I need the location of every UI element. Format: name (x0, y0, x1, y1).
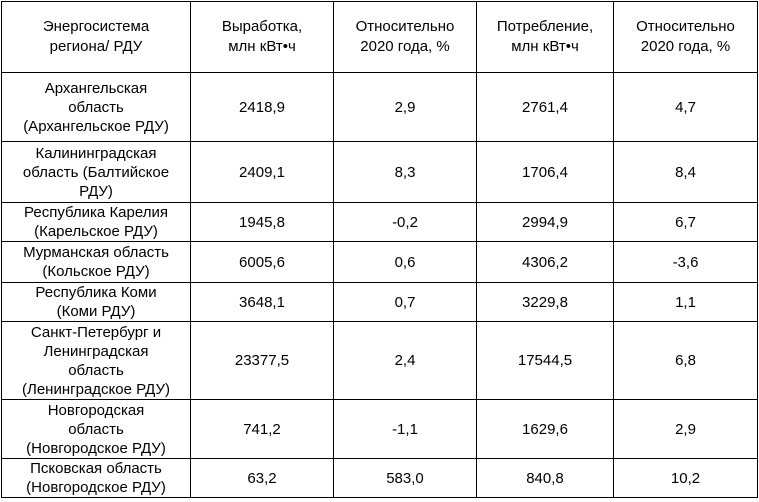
table-row (2, 322, 758, 400)
cell-generation: 1945,8 (191, 203, 334, 242)
cell-consumption-change: 1,1 (614, 283, 758, 322)
cell-region: Новгородская область (Новгородское РДУ) (2, 400, 191, 459)
cell-generation: 2409,1 (191, 142, 334, 203)
cell-generation-change: 0,7 (334, 283, 477, 322)
cell-consumption-change: 4,7 (614, 73, 758, 142)
table-row (2, 242, 758, 283)
cell-consumption-change: -3,6 (614, 242, 758, 283)
cell-generation: 23377,5 (191, 322, 334, 400)
table-row (2, 73, 758, 142)
cell-generation: 2418,9 (191, 73, 334, 142)
table-row (2, 142, 758, 203)
cell-generation-change: 2,9 (334, 73, 477, 142)
cell-generation: 63,2 (191, 459, 334, 498)
cell-generation-change: -0,2 (334, 203, 477, 242)
document-page (1, 1, 758, 498)
cell-consumption: 17544,5 (477, 322, 614, 400)
cell-consumption-change: 2,9 (614, 400, 758, 459)
header-generation-change: Относительно 2020 года, % (334, 2, 477, 73)
cell-consumption-change: 6,8 (614, 322, 758, 400)
cell-consumption: 2761,4 (477, 73, 614, 142)
cell-region: Республика Коми (Коми РДУ) (2, 283, 191, 322)
header-row (2, 2, 758, 73)
cell-region: Архангельская область (Архангельское РДУ) (2, 73, 191, 142)
cell-consumption: 1706,4 (477, 142, 614, 203)
cell-generation-change: 0,6 (334, 242, 477, 283)
energy-table (1, 1, 758, 498)
cell-consumption-change: 8,4 (614, 142, 758, 203)
cell-region: Санкт-Петербург и Ленинградская область (Ленинградское РДУ) (2, 322, 191, 400)
cell-generation-change: 2,4 (334, 322, 477, 400)
cell-generation: 3648,1 (191, 283, 334, 322)
header-consumption: Потребление, млн кВт•ч (477, 2, 614, 73)
cell-region: Мурманская область (Кольское РДУ) (2, 242, 191, 283)
table-row (2, 400, 758, 459)
cell-consumption: 4306,2 (477, 242, 614, 283)
table-header (2, 2, 758, 73)
cell-generation-change: 583,0 (334, 459, 477, 498)
cell-consumption: 3229,8 (477, 283, 614, 322)
cell-region: Республика Карелия (Карельское РДУ) (2, 203, 191, 242)
table-row (2, 459, 758, 498)
table-row (2, 203, 758, 242)
table-row (2, 283, 758, 322)
table-body (2, 73, 758, 498)
cell-consumption-change: 10,2 (614, 459, 758, 498)
cell-consumption: 1629,6 (477, 400, 614, 459)
cell-generation-change: -1,1 (334, 400, 477, 459)
cell-generation-change: 8,3 (334, 142, 477, 203)
cell-generation: 741,2 (191, 400, 334, 459)
header-region: Энергосистема региона/ РДУ (2, 2, 191, 73)
cell-consumption-change: 6,7 (614, 203, 758, 242)
cell-consumption: 840,8 (477, 459, 614, 498)
cell-region: Псковская область (Новгородское РДУ) (2, 459, 191, 498)
header-generation: Выработка, млн кВт•ч (191, 2, 334, 73)
header-consumption-change: Относительно 2020 года, % (614, 2, 758, 73)
cell-region: Калининградская область (Балтийское РДУ) (2, 142, 191, 203)
cell-consumption: 2994,9 (477, 203, 614, 242)
cell-generation: 6005,6 (191, 242, 334, 283)
